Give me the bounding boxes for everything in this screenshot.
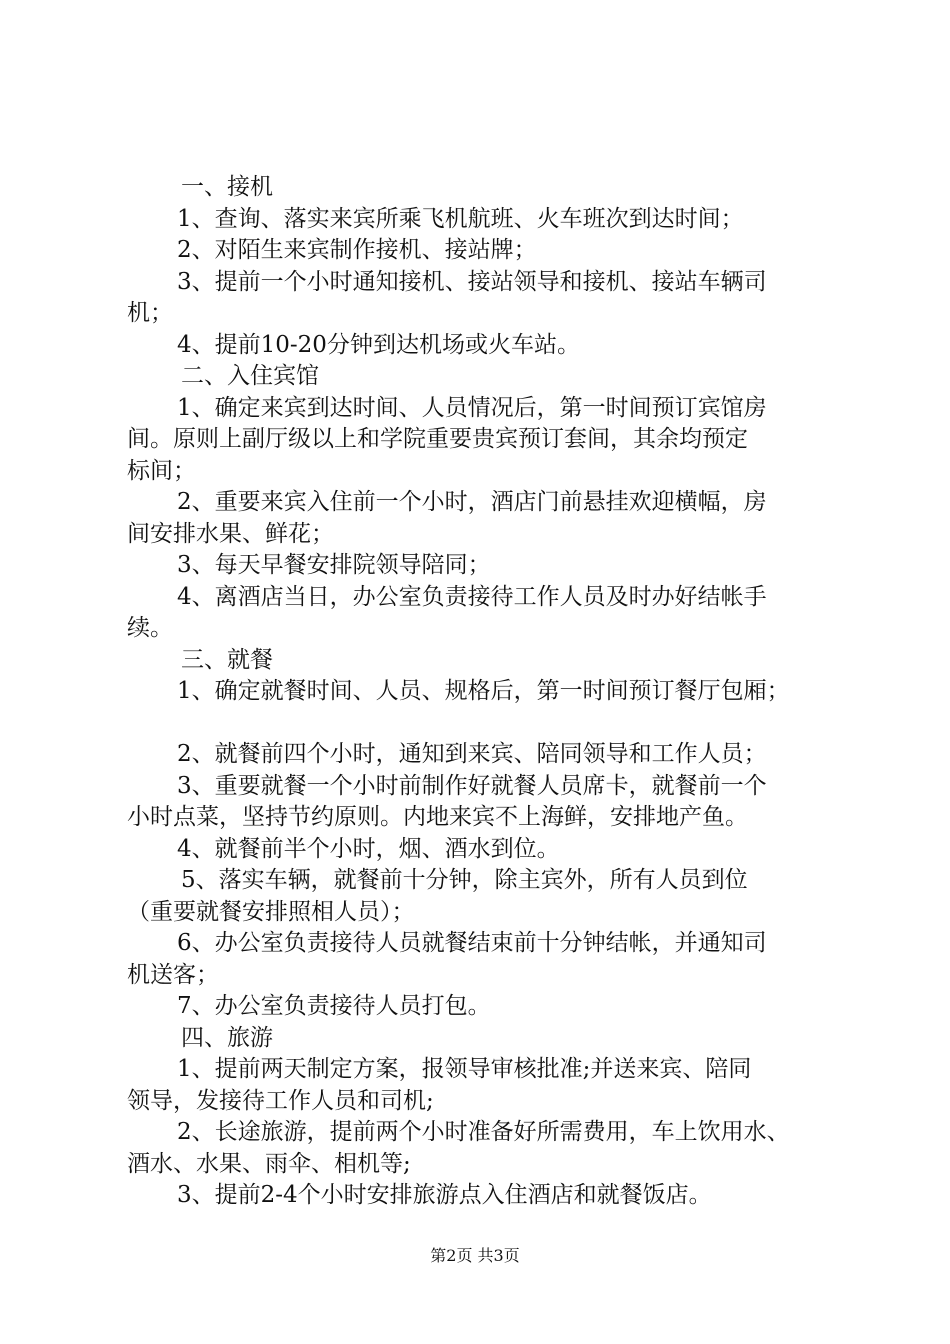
paragraph-line: 间。原则上副厅级以上和学院重要贵宾预订套间，其余均预定: [127, 426, 748, 452]
blank-line: [127, 708, 832, 740]
paragraph-line: 4、离酒店当日，办公室负责接待工作人员及时办好结帐手: [177, 583, 767, 610]
paragraph-line: 2、重要来宾入住前一个小时，酒店门前悬挂欢迎横幅，房: [177, 489, 767, 515]
paragraph-line: 1、确定就餐时间、人员、规格后，第一时间预订餐厅包厢；: [177, 678, 790, 704]
paragraph-line: 2、就餐前四个小时，通知到来宾、陪同领导和工作人员；: [177, 741, 767, 767]
paragraph-line: 1、提前两天制定方案，报领导审核批准;并送来宾、陪同: [177, 1056, 752, 1082]
paragraph-line: 3、提前一个小时通知接机、接站领导和接机、接站车辆司: [177, 268, 767, 295]
paragraph-line: 续。: [127, 615, 173, 641]
page-number-footer: 第2页 共3页: [430, 1246, 520, 1265]
section-heading-hotel: 二、入住宾馆: [181, 363, 319, 389]
paragraph-line: 2、对陌生来宾制作接机、接站牌；: [177, 237, 537, 263]
paragraph-line: 小时点菜，坚持节约原则。内地来宾不上海鲜，安排地产鱼。: [127, 804, 748, 830]
paragraph-line: （重要就餐安排照相人员）；: [127, 898, 415, 925]
paragraph-line: 标间；: [127, 457, 196, 484]
document-body: [127, 172, 832, 1212]
paragraph-line: 7、办公室负责接待人员打包。: [177, 993, 491, 1019]
paragraph-line: 4、提前10-20分钟到达机场或火车站。: [177, 331, 580, 358]
paragraph-line: 5、落实车辆，就餐前十分钟，除主宾外，所有人员到位: [181, 867, 748, 893]
paragraph-line: 2、长途旅游，提前两个小时准备好所需费用，车上饮用水、: [177, 1119, 790, 1145]
paragraph-line: 机；: [127, 300, 173, 326]
paragraph-line: 间安排水果、鲜花；: [127, 520, 334, 547]
paragraph-line: 机送客；: [127, 961, 219, 988]
section-heading-pickup: 一、接机: [181, 174, 273, 200]
paragraph-line: 领导，发接待工作人员和司机;: [127, 1087, 434, 1114]
section-heading-dining: 三、就餐: [181, 646, 273, 673]
paragraph-line: 1、确定来宾到达时间、人员情况后，第一时间预订宾馆房: [177, 394, 767, 421]
paragraph-line: 3、每天早餐安排院领导陪同；: [177, 552, 491, 578]
paragraph-line: 4、就餐前半个小时，烟、酒水到位。: [177, 835, 560, 862]
paragraph-line: 3、重要就餐一个小时前制作好就餐人员席卡，就餐前一个: [177, 772, 767, 799]
paragraph-line: 3、提前2-4个小时安排旅游点入住酒店和就餐饭店。: [177, 1182, 712, 1208]
paragraph-line: 6、办公室负责接待人员就餐结束前十分钟结帐，并通知司: [177, 930, 767, 956]
paragraph-line: 1、查询、落实来宾所乘飞机航班、火车班次到达时间；: [177, 205, 744, 232]
section-heading-tourism: 四、旅游: [181, 1024, 273, 1051]
paragraph-line: 酒水、水果、雨伞、相机等;: [127, 1150, 411, 1177]
